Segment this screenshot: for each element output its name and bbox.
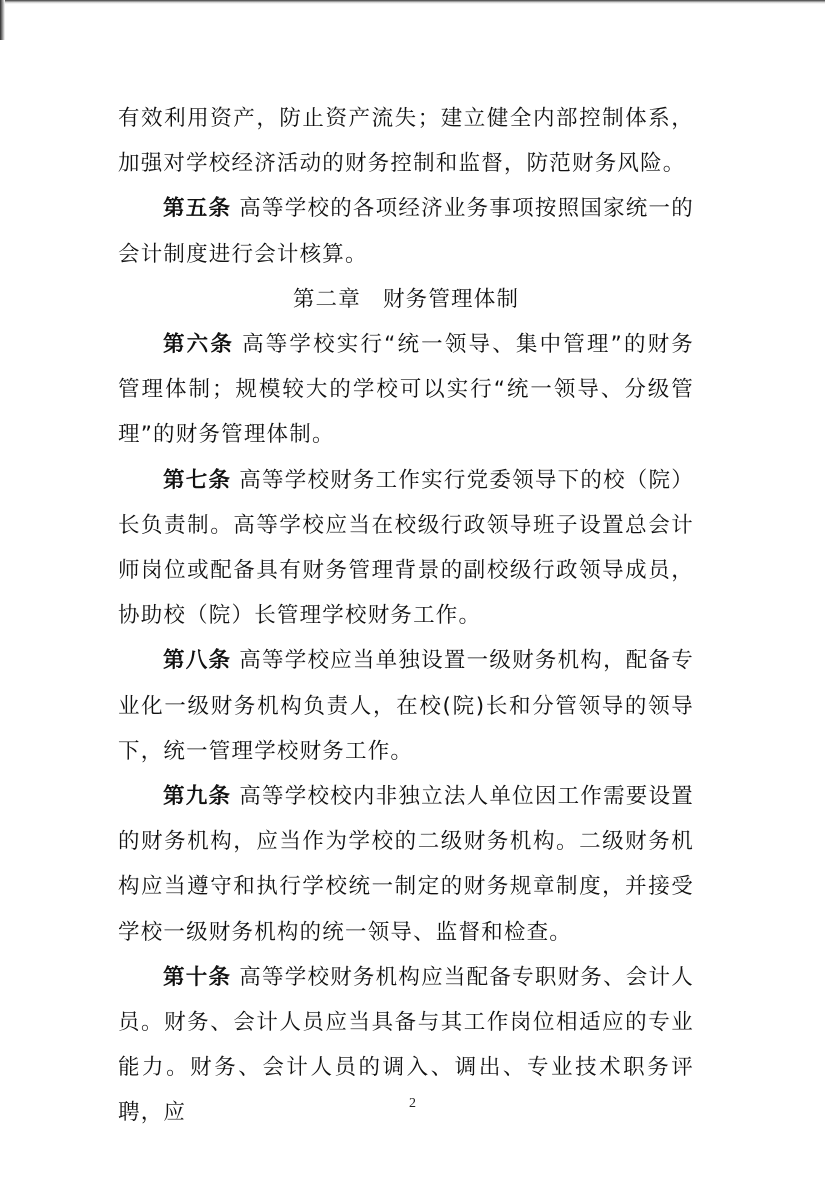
article-9-label: 第九条 xyxy=(163,784,232,810)
scan-left-edge xyxy=(0,0,5,40)
article-8-label: 第八条 xyxy=(163,648,232,674)
page-number: 2 xyxy=(409,1096,416,1111)
article-5-label: 第五条 xyxy=(163,196,232,222)
document-body xyxy=(118,96,694,1136)
scan-top-edge xyxy=(0,0,825,4)
article-9-text: 高等学校校内非独立法人单位因工作需要设置的财务机构，应当作为学校的二级财务机构。二级财务机构应当遵守和执行学校统一制定的财务规章制度，并接受学校一级财务机构的统一领导、监督和检查。 xyxy=(118,784,694,945)
article-7-label: 第七条 xyxy=(163,467,232,493)
article-7-text: 高等学校财务工作实行党委领导下的校（院）长负责制。高等学校应当在校级行政领导班子设置总会计师岗位或配备具有财务管理背景的副校级行政领导成员，协助校（院）长管理学校财务工作。 xyxy=(118,467,694,629)
article-9 xyxy=(118,774,694,955)
article-8-text: 高等学校应当单独设置一级财务机构，配备专业化一级财务机构负责人，在校(院)长和分管领导的领导下，统一管理学校财务工作。 xyxy=(118,648,694,764)
article-10-text: 高等学校财务机构应当配备专职财务、会计人员。财务、会计人员应当具备与其工作岗位相适应的专业能力。财务、会计人员的调入、调出、专业技术职务评聘，应 xyxy=(118,964,694,1126)
article-5 xyxy=(118,186,694,276)
chapter-heading xyxy=(118,277,694,322)
article-10-label: 第十条 xyxy=(163,964,232,990)
chapter-title: 财务管理体制 xyxy=(382,286,520,312)
article-7 xyxy=(118,458,694,639)
article-6-label: 第六条 xyxy=(163,332,235,358)
article-6-text: 高等学校实行“统一领导、集中管理”的财务管理体制；规模较大的学校可以实行“统一领导、分级管理”的财务管理体制。 xyxy=(118,332,695,448)
article-5-text: 高等学校的各项经济业务事项按照国家统一的会计制度进行会计核算。 xyxy=(118,196,694,267)
article-6 xyxy=(118,322,694,458)
intro-paragraph: 有效利用资产，防止资产流失；建立健全内部控制体系，加强对学校经济活动的财务控制和监督，防范财务风险。 xyxy=(118,106,694,177)
chapter-number: 第二章 xyxy=(292,286,361,312)
article-8 xyxy=(118,638,694,774)
